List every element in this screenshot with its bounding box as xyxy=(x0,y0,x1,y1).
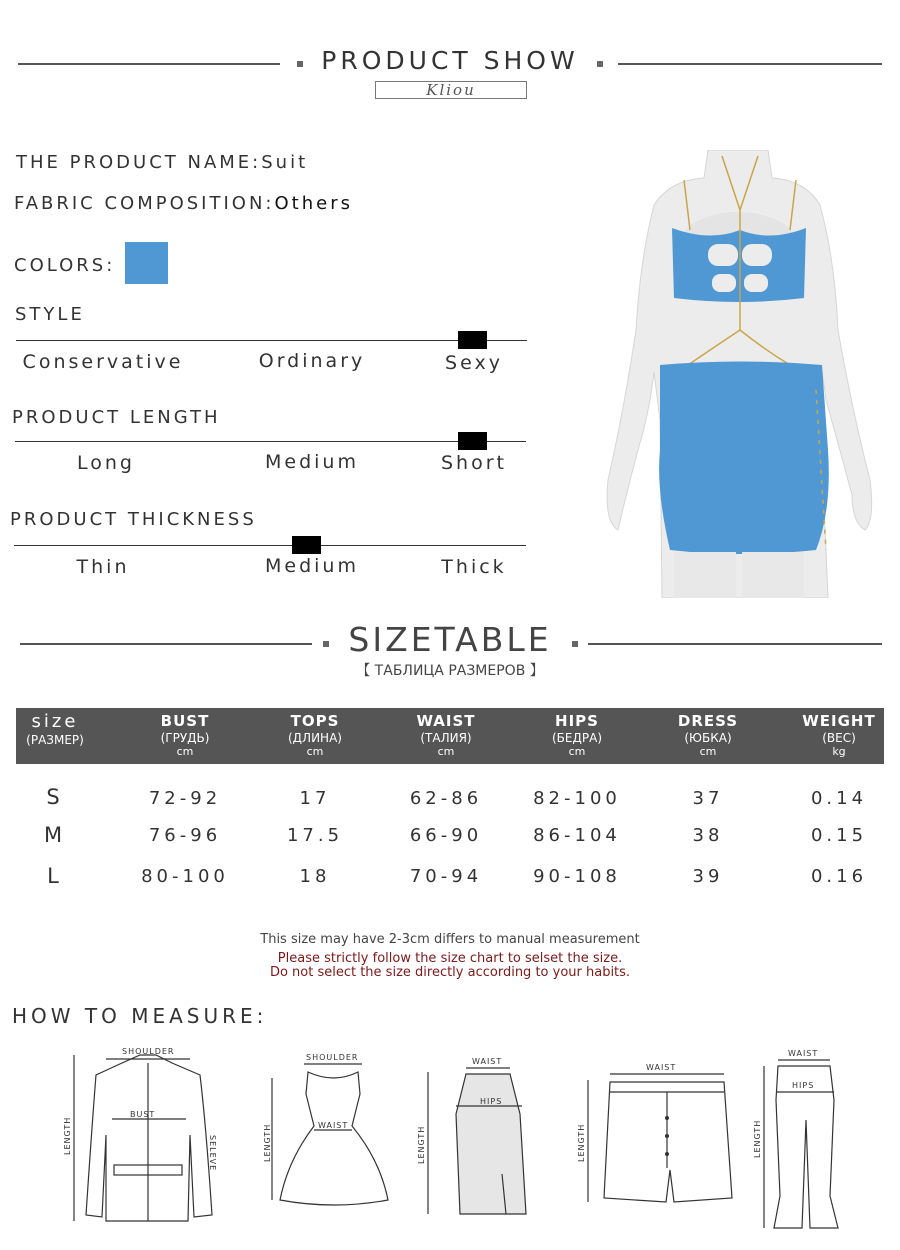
thickness-option-medium: Medium xyxy=(265,555,359,577)
sizetable-rule-left xyxy=(20,643,312,645)
shorts-measure-diagram xyxy=(574,1058,744,1218)
pants-measure-diagram xyxy=(750,1046,860,1232)
header-dress xyxy=(643,708,773,758)
color-swatch-blue[interactable] xyxy=(125,242,168,284)
header-dress-main: DRESS xyxy=(677,712,739,730)
skirt-waist-text: WAIST xyxy=(472,1057,503,1066)
cell-tops: 17.5 xyxy=(286,825,344,846)
header-size-main: size xyxy=(31,711,79,732)
jacket-sleeve-text: SELEVE xyxy=(208,1135,217,1172)
jacket-measure-diagram xyxy=(62,1045,232,1225)
cell-weight: 0.16 xyxy=(810,866,868,887)
cell-dress: 39 xyxy=(692,866,724,887)
header-waist-sub: (ТАЛИЯ) xyxy=(420,731,472,745)
fabric-value: Others xyxy=(274,193,353,214)
length-scale-line xyxy=(15,441,526,442)
header-rule-right xyxy=(618,63,882,65)
header-weight-sub: (ВЕС) xyxy=(822,731,856,745)
header-size-sub: (РАЗМЕР) xyxy=(26,733,84,747)
header-dot-left xyxy=(297,61,303,67)
pants-length-text: LENGTH xyxy=(753,1119,762,1158)
product-name-label: THE PRODUCT NAME: xyxy=(16,152,262,173)
header-dress-unit: cm xyxy=(699,745,717,758)
page-title: PRODUCT SHOW xyxy=(321,46,579,75)
header-dot-right xyxy=(597,61,603,67)
cell-waist: 66-90 xyxy=(409,825,483,846)
header-weight-main: WEIGHT xyxy=(802,712,876,730)
size-note-measurement: This size may have 2-3cm differs to manual measurement xyxy=(260,932,640,947)
cell-hips: 82-100 xyxy=(533,788,621,809)
length-option-long: Long xyxy=(77,452,135,474)
cell-size: S xyxy=(46,785,64,809)
header-weight-unit: kg xyxy=(832,745,846,758)
jacket-shoulder-text: SHOULDER xyxy=(122,1047,175,1056)
cell-waist: 62-86 xyxy=(409,788,483,809)
thickness-scale-line xyxy=(14,545,526,546)
length-marker xyxy=(458,432,487,450)
header-waist xyxy=(381,708,511,758)
thickness-option-thick: Thick xyxy=(441,556,507,578)
header-hips-sub: (БЕДРА) xyxy=(552,731,602,745)
shorts-waist-text: WAIST xyxy=(646,1063,677,1072)
header-bust-unit: cm xyxy=(176,745,194,758)
header-bust-sub: (ГРУДЬ) xyxy=(160,731,210,745)
style-marker xyxy=(458,331,487,349)
product-photo xyxy=(590,150,885,598)
brand-name: Kliou xyxy=(375,81,527,99)
cell-dress: 37 xyxy=(692,788,724,809)
dress-shoulder-text: SHOULDER xyxy=(306,1053,359,1062)
product-name-row xyxy=(16,152,308,173)
style-label: STYLE xyxy=(15,304,85,325)
header-weight xyxy=(774,708,900,758)
header-tops xyxy=(250,708,380,758)
style-scale-line xyxy=(16,340,527,341)
cell-bust: 80-100 xyxy=(141,866,229,887)
shorts-length-text: LENGTH xyxy=(577,1123,586,1162)
header-hips xyxy=(512,708,642,758)
header-hips-unit: cm xyxy=(568,745,586,758)
how-to-measure-title: HOW TO MEASURE: xyxy=(12,1004,268,1028)
cell-tops: 18 xyxy=(299,866,331,887)
cell-size: L xyxy=(47,864,63,888)
cell-waist: 70-94 xyxy=(409,866,483,887)
header-tops-sub: (ДЛИНА) xyxy=(288,731,342,745)
style-option-conservative: Conservative xyxy=(22,351,184,373)
sizetable-title: SIZETABLE xyxy=(348,620,552,659)
header-dress-sub: (ЮБКА) xyxy=(684,731,732,745)
header-bust-main: BUST xyxy=(160,712,210,730)
size-note-follow-chart: Please strictly follow the size chart to selset the size. xyxy=(277,951,623,966)
thickness-option-thin: Thin xyxy=(76,556,130,578)
cell-dress: 38 xyxy=(692,825,724,846)
length-label: PRODUCT LENGTH xyxy=(12,407,221,428)
thickness-marker xyxy=(292,536,321,554)
pants-hips-text: HIPS xyxy=(792,1081,815,1090)
header-size xyxy=(0,708,120,747)
fabric-label: FABRIC COMPOSITION: xyxy=(14,193,275,214)
cell-hips: 86-104 xyxy=(533,825,621,846)
skirt-measure-diagram xyxy=(414,1054,544,1224)
cell-weight: 0.15 xyxy=(810,825,868,846)
cell-weight: 0.14 xyxy=(810,788,868,809)
product-name-value: Suit xyxy=(261,152,309,173)
header-bust xyxy=(120,708,250,758)
skirt-hips-text: HIPS xyxy=(480,1097,503,1106)
jacket-bust-text: BUST xyxy=(130,1110,156,1119)
size-note-habits: Do not select the size directly according to your habits. xyxy=(269,965,631,980)
sizetable-rule-right xyxy=(588,643,882,645)
header-tops-unit: cm xyxy=(306,745,324,758)
thickness-label: PRODUCT THICKNESS xyxy=(10,509,257,530)
skirt-length-text: LENGTH xyxy=(417,1125,426,1164)
dress-measure-diagram xyxy=(262,1050,412,1220)
cell-bust: 76-96 xyxy=(148,825,222,846)
sizetable-subtitle: 【 ТАБЛИЦА РАЗМЕРОВ 】 xyxy=(356,663,544,679)
fabric-row xyxy=(14,193,353,214)
header-rule-left xyxy=(18,63,280,65)
style-option-ordinary: Ordinary xyxy=(258,350,366,372)
dress-waist-text: WAIST xyxy=(318,1121,349,1130)
cell-tops: 17 xyxy=(299,788,331,809)
dress-length-text: LENGTH xyxy=(263,1123,272,1162)
size-table-header xyxy=(16,708,884,764)
style-option-sexy: Sexy xyxy=(445,352,503,374)
jacket-length-text: LENGTH xyxy=(63,1116,72,1155)
sizetable-dot-right xyxy=(572,641,578,647)
length-option-short: Short xyxy=(441,452,507,474)
length-option-medium: Medium xyxy=(265,451,359,473)
header-waist-main: WAIST xyxy=(416,712,476,730)
pants-waist-text: WAIST xyxy=(788,1049,819,1058)
colors-label: COLORS: xyxy=(14,255,116,276)
header-hips-main: HIPS xyxy=(555,712,599,730)
header-tops-main: TOPS xyxy=(290,712,340,730)
cell-bust: 72-92 xyxy=(148,788,222,809)
cell-size: M xyxy=(43,823,67,847)
header-waist-unit: cm xyxy=(437,745,455,758)
cell-hips: 90-108 xyxy=(533,866,621,887)
